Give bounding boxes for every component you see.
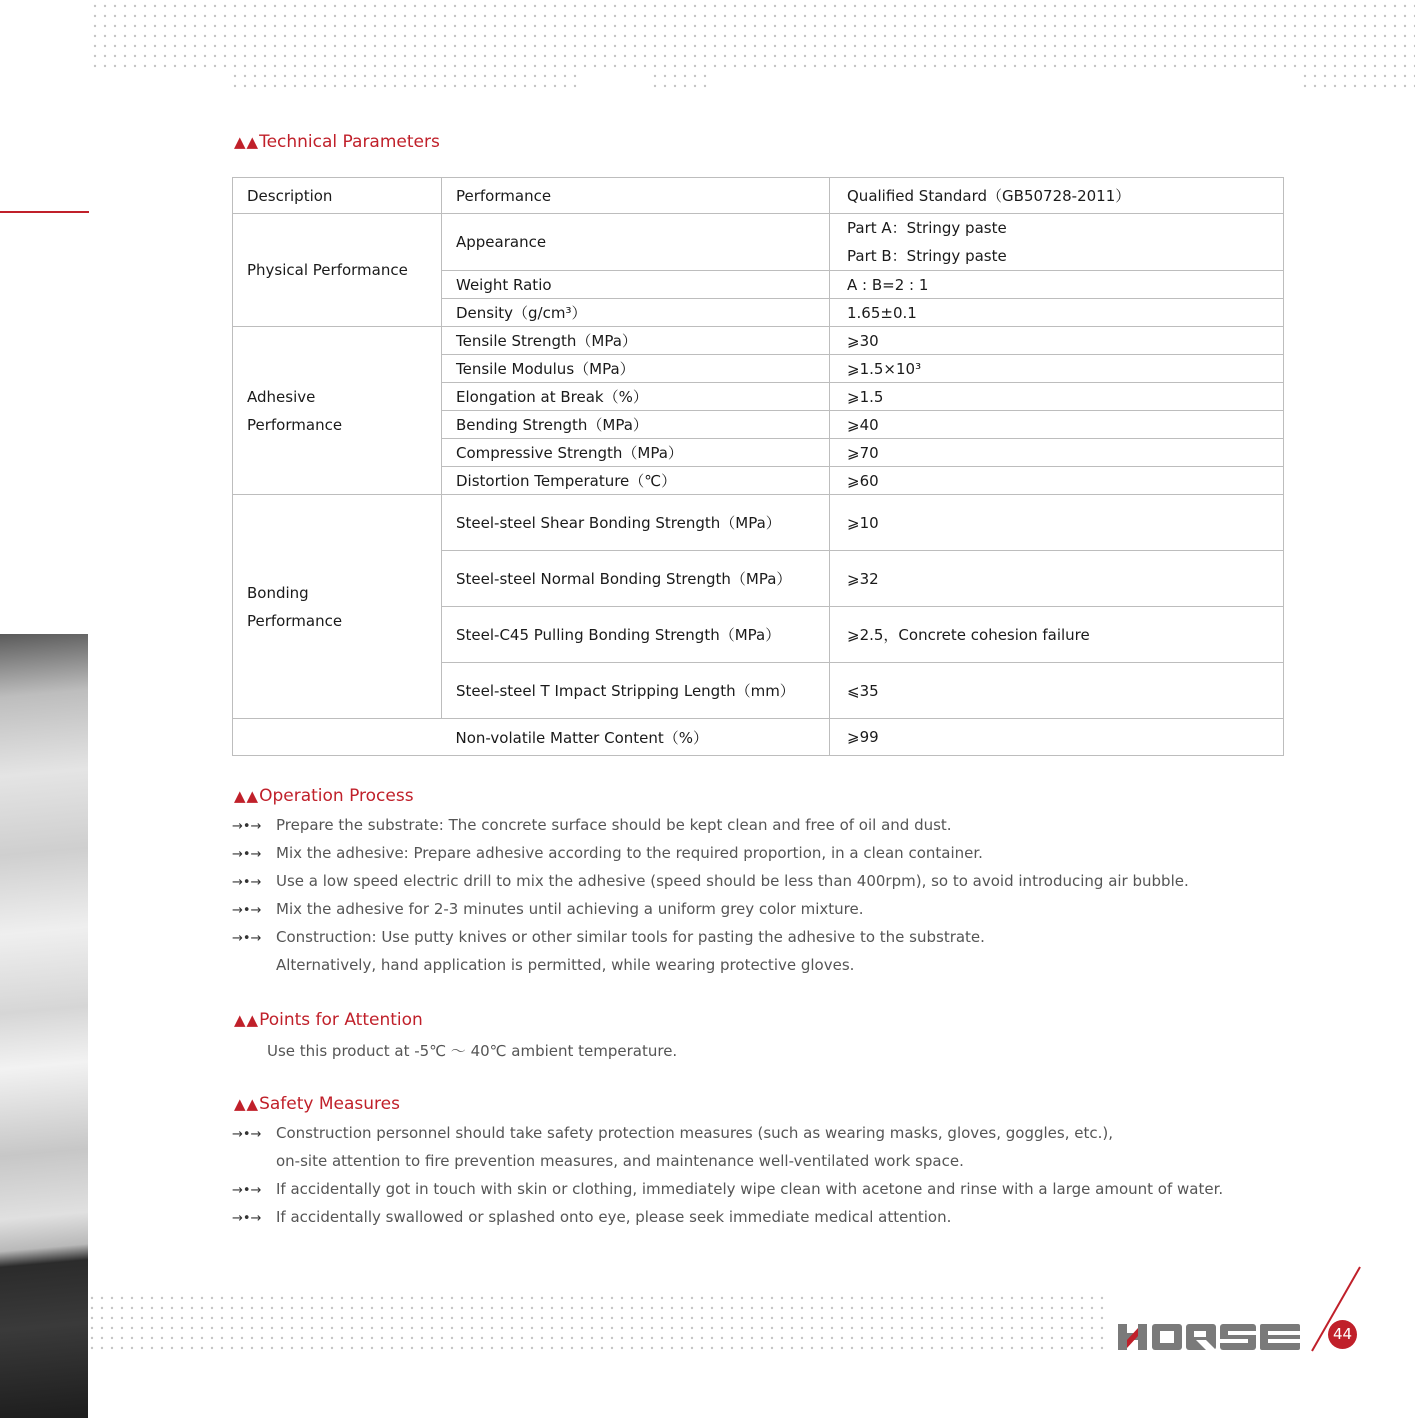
arrow-bullet-icon: →•→ [232,903,262,918]
triangle-bullet-icon: ▲▲ [234,1011,260,1029]
nonvolatile-label: Non-volatile Matter Content（%） [442,719,830,756]
adhesive-row-value: ⩾40 [830,411,1284,439]
adhesive-row-value: ⩾60 [830,467,1284,495]
bonding-row-name: Steel-steel T Impact Stripping Length（mm） [442,663,830,719]
operation-process-list [232,811,1189,979]
list-item-continuation: on-site attention to fire prevention measures, and maintenance well-ventilated work space. [276,1152,964,1170]
bonding-row-value: ⩾10 [830,495,1284,551]
list-item: →•→ Mix the adhesive for 2-3 minutes until achieving a uniform grey color mixture. [232,895,1189,923]
arrow-bullet-icon: →•→ [232,847,262,862]
nonvolatile-value: ⩾99 [830,719,1284,756]
weight-ratio-label: Weight Ratio [442,271,830,299]
side-landscape-photo [0,634,88,1418]
dot-pattern-bottom [90,1296,1105,1352]
table-row [233,495,1284,551]
arrow-bullet-icon: →•→ [232,1183,262,1198]
left-accent-line [0,211,89,213]
table-header-row [233,178,1284,214]
bonding-row-value: ⩾2.5，Concrete cohesion failure [830,607,1284,663]
header-description: Description [233,178,442,214]
adhesive-row-name: Elongation at Break（%） [442,383,830,411]
bonding-row-name: Steel-steel Shear Bonding Strength（MPa） [442,495,830,551]
adhesive-row-name: Compressive Strength（MPa） [442,439,830,467]
appearance-value: Part A：Stringy paste Part B：Stringy paste [830,214,1284,271]
dot-pattern-top [93,4,1415,94]
appearance-label: Appearance [442,214,830,271]
weight-ratio-value: A : B=2 : 1 [830,271,1284,299]
table-row [233,214,1284,271]
safety-measures-list [232,1119,1223,1231]
adhesive-row-name: Tensile Strength（MPa） [442,327,830,355]
bonding-group-label: Bonding Performance [233,495,442,719]
list-item: →•→ Use a low speed electric drill to mix the adhesive (speed should be less than 400rpm), so to avoid introducing air bubble. [232,867,1189,895]
arrow-bullet-icon: →•→ [232,931,262,946]
arrow-bullet-icon: →•→ [232,1211,262,1226]
points-for-attention-title: ▲▲Points for Attention [234,1010,423,1030]
list-item: →•→ If accidentally got in touch with skin or clothing, immediately wipe clean with acetone and rinse with a large amount of water. [232,1175,1223,1203]
arrow-bullet-icon: →•→ [232,819,262,834]
arrow-bullet-icon: →•→ [232,875,262,890]
bonding-row-value: ⩽35 [830,663,1284,719]
nonvolatile-empty-cell [233,719,442,756]
operation-process-title: ▲▲Operation Process [234,786,414,806]
adhesive-group-label: Adhesive Performance [233,327,442,495]
adhesive-row-name: Bending Strength（MPa） [442,411,830,439]
triangle-bullet-icon: ▲▲ [234,1095,260,1113]
physical-group-label: Physical Performance [233,214,442,327]
adhesive-row-name: Distortion Temperature（℃） [442,467,830,495]
triangle-bullet-icon: ▲▲ [234,133,260,151]
list-item: →•→ Construction personnel should take safety protection measures (such as wearing masks, gloves, goggles, etc.), [232,1119,1223,1147]
list-item: →•→ Prepare the substrate: The concrete surface should be kept clean and free of oil and dust. [232,811,1189,839]
header-standard: Qualified Standard（GB50728-2011） [830,178,1284,214]
arrow-bullet-icon: →•→ [232,1127,262,1142]
density-value: 1.65±0.1 [830,299,1284,327]
list-item-continuation: Alternatively, hand application is permitted, while wearing protective gloves. [276,956,855,974]
density-label: Density（g/cm³） [442,299,830,327]
attention-text: Use this product at -5℃ ～ 40℃ ambient temperature. [267,1042,678,1060]
horse-logo [1116,1322,1302,1356]
horse-logo-icon [1116,1322,1302,1352]
header-performance: Performance [442,178,830,214]
triangle-bullet-icon: ▲▲ [234,787,260,805]
safety-measures-title: ▲▲Safety Measures [234,1094,400,1114]
list-item: →•→ Construction: Use putty knives or other similar tools for pasting the adhesive to the substrate. [232,923,1189,951]
adhesive-row-value: ⩾1.5×10³ [830,355,1284,383]
technical-parameters-title: ▲▲Technical Parameters [234,132,440,152]
list-item: →•→ Mix the adhesive: Prepare adhesive according to the required proportion, in a clean container. [232,839,1189,867]
bonding-row-value: ⩾32 [830,551,1284,607]
page-number-badge: 44 [1328,1320,1357,1349]
table-row [233,719,1284,756]
technical-parameters-table [232,177,1284,756]
list-item: →•→ If accidentally swallowed or splashed onto eye, please seek immediate medical attention. [232,1203,1223,1231]
bonding-row-name: Steel-steel Normal Bonding Strength（MPa） [442,551,830,607]
adhesive-row-value: ⩾70 [830,439,1284,467]
adhesive-row-value: ⩾30 [830,327,1284,355]
adhesive-row-value: ⩾1.5 [830,383,1284,411]
adhesive-row-name: Tensile Modulus（MPa） [442,355,830,383]
table-row [233,327,1284,355]
bonding-row-name: Steel-C45 Pulling Bonding Strength（MPa） [442,607,830,663]
